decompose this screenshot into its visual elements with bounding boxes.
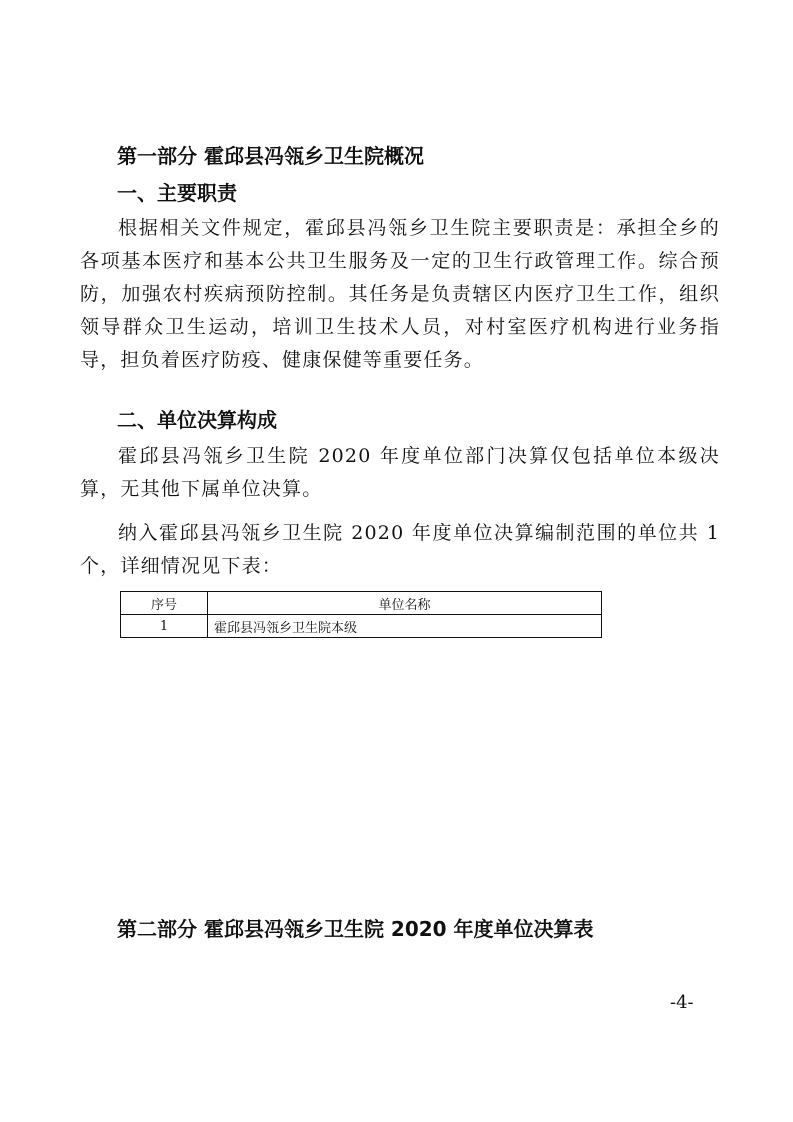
table-header-row xyxy=(121,592,602,615)
header-index: 序号 xyxy=(121,592,208,615)
section1-heading: 一、主要职责 xyxy=(117,181,237,205)
part2-title: 第二部分 霍邱县冯瓴乡卫生院 2020 年度单位决算表 xyxy=(117,917,594,941)
part1-title: 第一部分 霍邱县冯瓴乡卫生院概况 xyxy=(117,144,424,168)
row-unit-name: 霍邱县冯瓴乡卫生院本级 xyxy=(208,615,602,638)
unit-table xyxy=(120,591,602,638)
page-number: -4- xyxy=(670,992,694,1013)
section1-body: 根据相关文件规定，霍邱县冯瓴乡卫生院主要职责是：承担全乡的各项基本医疗和基本公共卫生服务及一定的卫生行政管理工作。综合预防，加强农村疾病预防控制。其任务是负责辖区内医疗卫生工作，组织领导群众卫生运动，培训卫生技术人员，对村室医疗机构进行业务指导，担负着医疗防疫、健康保健等重要任务。 xyxy=(80,217,720,371)
table-row xyxy=(121,615,602,638)
section2-para1: 霍邱县冯瓴乡卫生院 2020 年度单位部门决算仅包括单位本级决算，无其他下属单位决算。 xyxy=(80,445,720,500)
section2-heading: 二、单位决算构成 xyxy=(117,408,277,432)
section2-para2: 纳入霍邱县冯瓴乡卫生院 2020 年度单位决算编制范围的单位共 1 个，详细情况见下表： xyxy=(80,522,720,577)
header-unit-name: 单位名称 xyxy=(208,592,602,615)
row-index: 1 xyxy=(121,615,208,638)
